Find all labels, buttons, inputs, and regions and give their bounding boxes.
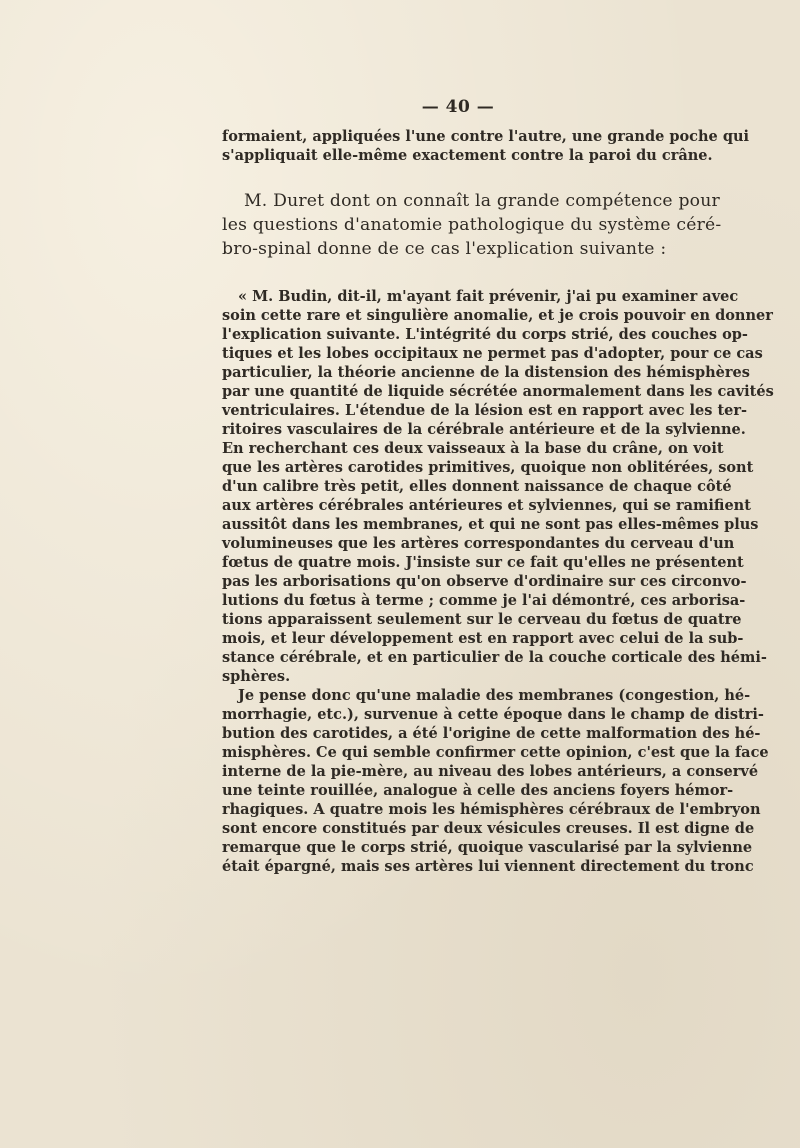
text-line: particulier, la théorie ancienne de la distension des hémisphères <box>222 364 750 381</box>
text-line: sphères. <box>222 668 291 685</box>
text-line: ritoires vasculaires de la cérébrale antérieure et de la sylvienne. <box>222 421 746 438</box>
text-line: stance cérébrale, et en particulier de la couche corticale des hémi- <box>222 649 767 666</box>
text-line: fœtus de quatre mois. J'insiste sur ce fait qu'elles ne présentent <box>222 554 744 571</box>
text-line: s'appliquait elle-même exactement contre la paroi du crâne. <box>222 147 713 164</box>
text-line: aux artères cérébrales antérieures et sylviennes, qui se ramifient <box>222 497 751 514</box>
text-line: tiques et les lobes occipitaux ne permet pas d'adopter, pour ce cas <box>222 345 763 362</box>
text-line: interne de la pie-mère, au niveau des lobes antérieurs, a conservé <box>222 763 759 780</box>
text-line: volumineuses que les artères correspondantes du cerveau d'un <box>222 535 735 552</box>
text-line: les questions d'anatomie pathologique du système céré- <box>222 215 722 235</box>
text-line: mois, et leur développement est en rapport avec celui de la sub- <box>222 630 744 647</box>
text-line: rhagiques. A quatre mois les hémisphères cérébraux de l'embryon <box>222 801 761 818</box>
text-line: M. Duret dont on connaît la grande compétence pour <box>244 191 720 211</box>
paragraph-continuation <box>222 127 750 165</box>
text-line: l'explication suivante. L'intégrité du corps strié, des couches op- <box>222 326 748 343</box>
text-line: d'un calibre très petit, elles donnent naissance de chaque côté <box>222 478 732 495</box>
text-line: une teinte rouillée, analogue à celle des anciens foyers hémor- <box>222 782 734 799</box>
text-line: lutions du fœtus à terme ; comme je l'ai démontré, ces arborisa- <box>222 592 746 609</box>
text-line: En recherchant ces deux vaisseaux à la base du crâne, on voit <box>222 440 724 457</box>
text-line: misphères. Ce qui semble confirmer cette opinion, c'est que la face <box>222 744 769 761</box>
page-number: — 40 — <box>421 97 495 117</box>
text-line: par une quantité de liquide sécrétée anormalement dans les cavités <box>222 383 774 400</box>
text-line: pas les arborisations qu'on observe d'ordinaire sur ces circonvo- <box>222 573 747 590</box>
text-line: bro-spinal donne de ce cas l'explication suivante : <box>222 239 667 259</box>
paragraph-body <box>222 686 769 876</box>
text-line: sont encore constitués par deux vésicules creuses. Il est digne de <box>222 820 755 837</box>
quotation-block <box>222 287 774 876</box>
text-line: soin cette rare et singulière anomalie, et je crois pouvoir en donner <box>222 307 773 324</box>
text-line: « M. Budin, dit-il, m'ayant fait prévenir, j'ai pu examiner avec <box>238 288 739 305</box>
paragraph-quotation <box>222 287 774 686</box>
text-line: remarque que le corps strié, quoique vascularisé par la sylvienne <box>222 839 753 856</box>
text-line: que les artères carotides primitives, quoique non oblitérées, sont <box>222 459 754 476</box>
paragraph-intro <box>222 189 722 261</box>
text-line: Je pense donc qu'une maladie des membranes (congestion, hé- <box>238 687 751 704</box>
text-line: formaient, appliquées l'une contre l'autre, une grande poche qui <box>222 128 750 145</box>
text-line: bution des carotides, a été l'origine de cette malformation des hé- <box>222 725 761 742</box>
text-line: tions apparaissent seulement sur le cerveau du fœtus de quatre <box>222 611 742 628</box>
text-line: était épargné, mais ses artères lui viennent directement du tronc <box>222 858 754 875</box>
text-line: aussitôt dans les membranes, et qui ne sont pas elles-mêmes plus <box>222 516 759 533</box>
text-line: morrhagie, etc.), survenue à cette époque dans le champ de distri- <box>222 706 764 723</box>
text-line: ventriculaires. L'étendue de la lésion est en rapport avec les ter- <box>222 402 748 419</box>
